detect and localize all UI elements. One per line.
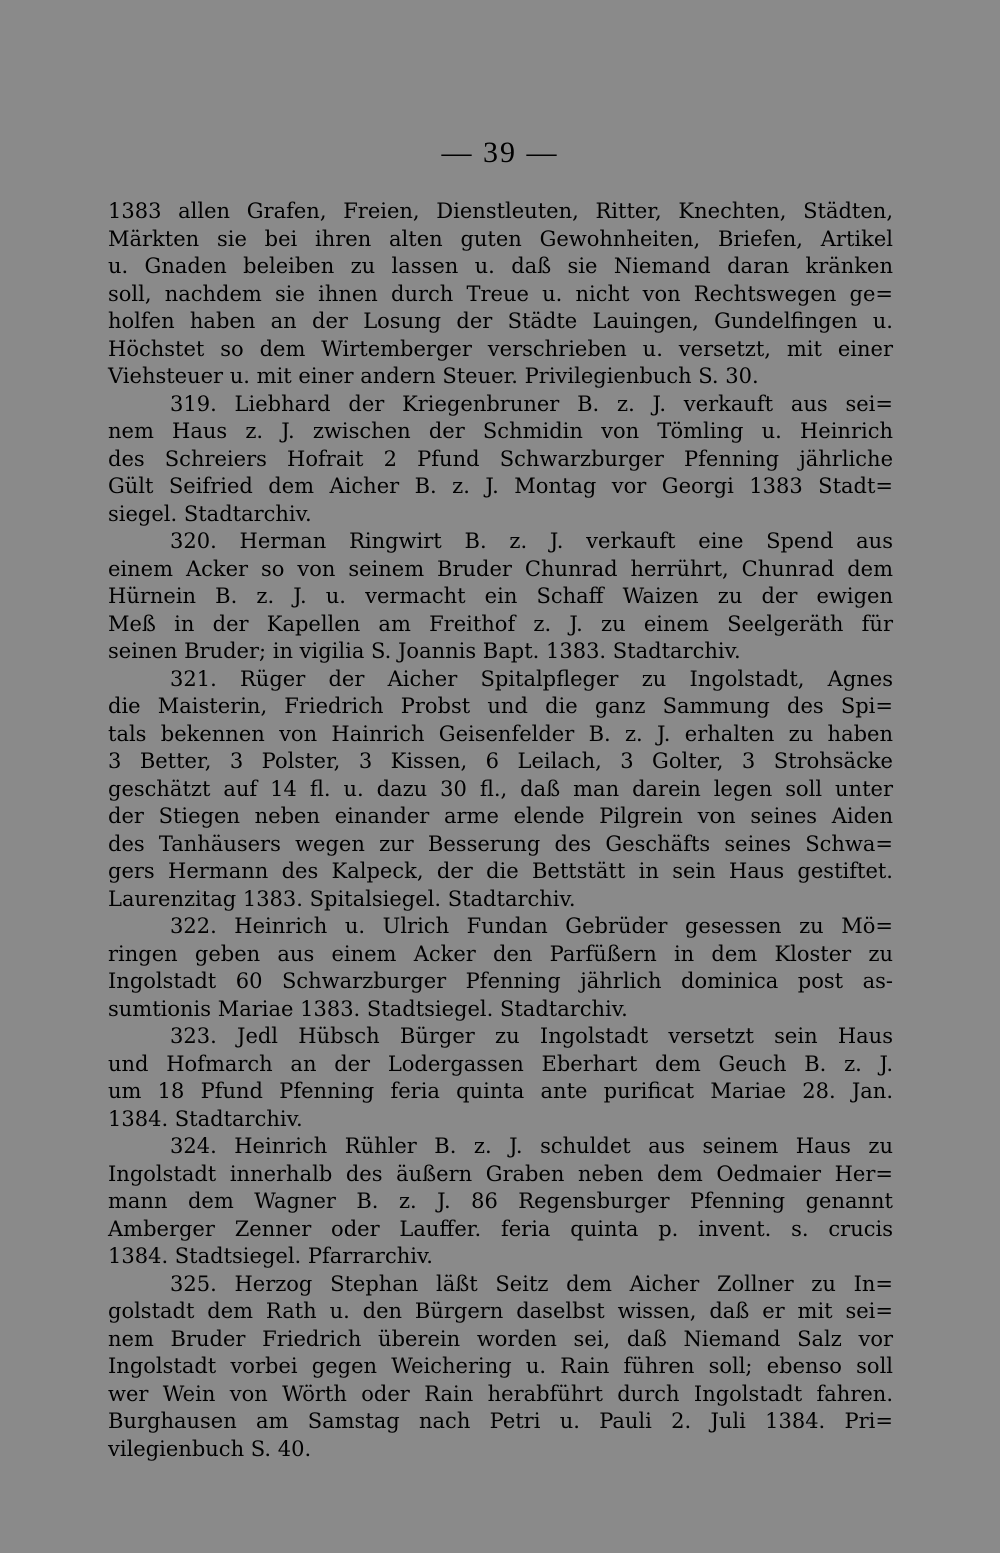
text-line: Gült Seifried dem Aicher B. z. J. Montag vor Georgi 1383 Stadt= (108, 474, 893, 498)
text-line: 325. Herzog Stephan läßt Seitz dem Aicher Zollner zu In= (170, 1271, 893, 1296)
text-line: seinen Bruder; in vigilia S. Joannis Bapt. 1383. Stadtarchiv. (108, 639, 741, 663)
text-line: um 18 Pfund Pfenning feria quinta ante purificat Mariae 28. Jan. (108, 1079, 893, 1103)
text-line: des Tanhäusers wegen zur Besserung des Geschäfts seines Schwa= (108, 831, 893, 856)
text-line: Laurenzitag 1383. Spitalsiegel. Stadtarchiv. (108, 886, 576, 911)
text-line: die Maisterin, Friedrich Probst und die ganz Sammung des Spi= (108, 694, 893, 718)
text-line: Höchstet so dem Wirtemberger verschrieben u. versetzt, mit einer (108, 336, 893, 361)
text-line: ringen geben aus einem Acker den Parfüßern in dem Kloster zu (108, 941, 893, 966)
text-line: 320. Herman Ringwirt B. z. J. verkauft eine Spend aus (170, 529, 893, 553)
text-line: 1383 allen Grafen, Freien, Dienstleuten, Ritter, Knechten, Städten, (108, 199, 893, 223)
text-line: einem Acker so von seinem Bruder Chunrad herrührt, Chunrad dem (108, 556, 893, 581)
text-line: nem Haus z. J. zwischen der Schmidin von Tömling u. Heinrich (108, 419, 893, 443)
text-line: Ingolstadt vorbei gegen Weichering u. Rain führen soll; ebenso soll (108, 1354, 893, 1378)
text-line: 323. Jedl Hübsch Bürger zu Ingolstadt versetzt sein Haus (170, 1024, 893, 1048)
text-line: Amberger Zenner oder Lauffer. feria quinta p. invent. s. crucis (108, 1216, 893, 1241)
text-line: geschätzt auf 14 fl. u. dazu 30 fl., daß man darein legen soll unter (108, 776, 893, 801)
text-line: wer Wein von Wörth oder Rain herabführt durch Ingolstadt fahren. (108, 1381, 893, 1406)
text-line: mann dem Wagner B. z. J. 86 Regensburger Pfenning genannt (108, 1189, 893, 1213)
document-body (108, 198, 893, 1463)
text-line: Burghausen am Samstag nach Petri u. Pauli 2. Juli 1384. Pri= (108, 1409, 893, 1433)
text-line: tals bekennen von Hainrich Geisenfelder B. z. J. erhalten zu haben (108, 721, 893, 746)
text-line: 1384. Stadtarchiv. (108, 1106, 303, 1131)
text-line: siegel. Stadtarchiv. (108, 501, 312, 526)
text-line: 322. Heinrich u. Ulrich Fundan Gebrüder gesessen zu Mö= (170, 914, 893, 938)
text-line: holfen haben an der Losung der Städte Lauingen, Gundelfingen u. (108, 309, 893, 333)
text-line: soll, nachdem sie ihnen durch Treue u. nicht von Rechtswegen ge= (108, 281, 893, 306)
text-line: 1384. Stadtsiegel. Pfarrarchiv. (108, 1244, 433, 1268)
page-number: — 39 — (441, 136, 559, 169)
text-line: der Stiegen neben einander arme elende Pilgrein von seines Aiden (108, 804, 893, 828)
text-line: 321. Rüger der Aicher Spitalpfleger zu Ingolstadt, Agnes (170, 666, 893, 691)
text-line: 3 Better, 3 Polster, 3 Kissen, 6 Leilach, 3 Golter, 3 Strohsäcke (108, 749, 893, 773)
text-line: Meß in der Kapellen am Freithof z. J. zu einem Seelgeräth für (108, 611, 893, 636)
text-line: gers Hermann des Kalpeck, der die Bettstätt in sein Haus gestiftet. (108, 859, 893, 883)
text-line: golstadt dem Rath u. den Bürgern daselbst wissen, daß er mit sei= (108, 1299, 893, 1323)
text-line: Ingolstadt 60 Schwarzburger Pfenning jährlich dominica post as- (108, 969, 893, 993)
text-line: vilegienbuch S. 40. (108, 1436, 312, 1461)
text-line: Ingolstadt innerhalb des äußern Graben neben dem Oedmaier Her= (108, 1161, 893, 1186)
text-line: Viehsteuer u. mit einer andern Steuer. Privilegienbuch S. 30. (108, 364, 759, 388)
text-line: Märkten sie bei ihren alten guten Gewohnheiten, Briefen, Artikel (108, 226, 893, 251)
text-line: des Schreiers Hofrait 2 Pfund Schwarzburger Pfenning jährliche (108, 446, 893, 471)
text-line: Hürnein B. z. J. u. vermacht ein Schaff Waizen zu der ewigen (108, 584, 893, 608)
text-line: 324. Heinrich Rühler B. z. J. schuldet aus seinem Haus zu (170, 1134, 893, 1158)
text-line: nem Bruder Friedrich überein worden sei, daß Niemand Salz vor (108, 1326, 893, 1351)
text-line: u. Gnaden beleiben zu lassen u. daß sie Niemand daran kränken (108, 254, 893, 278)
text-line: 319. Liebhard der Kriegenbruner B. z. J. verkauft aus sei= (170, 391, 893, 416)
text-line: sumtionis Mariae 1383. Stadtsiegel. Stadtarchiv. (108, 996, 628, 1021)
text-line: und Hofmarch an der Lodergassen Eberhart dem Geuch B. z. J. (108, 1051, 893, 1076)
